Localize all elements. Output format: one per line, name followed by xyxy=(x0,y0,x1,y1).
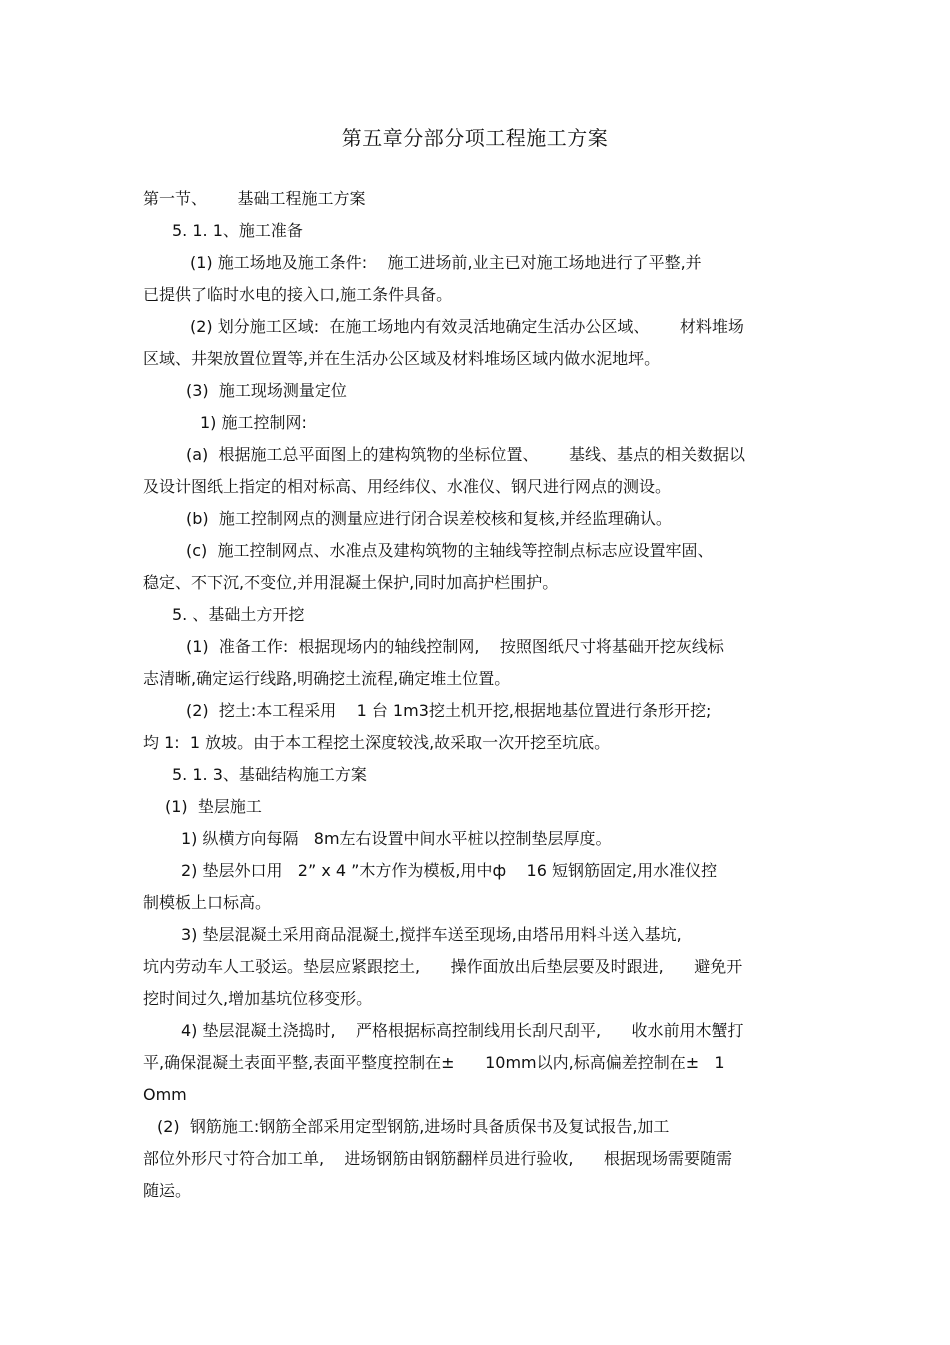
paragraph-line: 平,确保混凝土表面平整,表面平整度控制在± 10mm以内,标高偏差控制在± 1 xyxy=(143,1053,725,1072)
chapter-title: 第五章分部分项工程施工方案 xyxy=(341,126,609,150)
paragraph-line: (c) 施工控制网点、水准点及建构筑物的主轴线等控制点标志应设置牢固、 xyxy=(186,541,714,560)
subsection-heading: 5. 1. 1、施工准备 xyxy=(172,221,303,240)
paragraph-line: (2) 钢筋施工:钢筋全部采用定型钢筋,进场时具备质保书及复试报告,加工 xyxy=(157,1117,670,1136)
paragraph-line: 挖时间过久,增加基坑位移变形。 xyxy=(143,989,373,1008)
paragraph-line: (1) 垫层施工 xyxy=(165,797,262,816)
paragraph-line: 1) 纵横方向每隔 8m左右设置中间水平桩以控制垫层厚度。 xyxy=(181,829,612,848)
paragraph-line: 部位外形尺寸符合加工单, 进场钢筋由钢筋翻样员进行验收, 根据现场需要随需 xyxy=(143,1149,733,1168)
paragraph-line: Omm xyxy=(143,1085,187,1104)
paragraph-line: (2) 挖土:本工程采用 1 台 1m3挖土机开挖,根据地基位置进行条形开挖; xyxy=(186,701,712,720)
paragraph-line: 2) 垫层外口用 2” x 4 ”木方作为模板,用中ф 16 短钢筋固定,用水准仪控 xyxy=(181,861,718,880)
paragraph-line: 随运。 xyxy=(143,1181,192,1200)
paragraph-line: 稳定、不下沉,不变位,并用混凝土保护,同时加高护栏围护。 xyxy=(143,573,559,592)
paragraph-line: 3) 垫层混凝土采用商品混凝土,搅拌车送至现场,由塔吊用料斗送入基坑, xyxy=(181,925,682,944)
paragraph-line: (a) 根据施工总平面图上的建构筑物的坐标位置、 基线、基点的相关数据以 xyxy=(186,445,745,464)
paragraph-line: 1) 施工控制网: xyxy=(200,413,307,432)
paragraph-line: (1) 施工场地及施工条件: 施工进场前,业主已对施工场地进行了平整,并 xyxy=(190,253,702,272)
subsection-heading: 5. 1. 3、基础结构施工方案 xyxy=(172,765,367,784)
subsection-heading: 5. 、基础土方开挖 xyxy=(172,605,305,624)
paragraph-line: (2) 划分施工区域: 在施工场地内有效灵活地确定生活办公区域、 材料堆场 xyxy=(190,317,744,336)
paragraph-line: 及设计图纸上指定的相对标高、用经纬仪、水准仪、钢尺进行网点的测设。 xyxy=(143,477,672,496)
paragraph-line: 4) 垫层混凝土浇捣时, 严格根据标高控制线用长刮尺刮平, 收水前用木蟹打 xyxy=(181,1021,744,1040)
paragraph-line: 制模板上口标高。 xyxy=(143,893,272,912)
paragraph-line: (1) 准备工作: 根据现场内的轴线控制网, 按照图纸尺寸将基础开挖灰线标 xyxy=(186,637,724,656)
paragraph-line: 志清晰,确定运行线路,明确挖土流程,确定堆土位置。 xyxy=(143,669,511,688)
paragraph-line: (3) 施工现场测量定位 xyxy=(186,381,347,400)
paragraph-line: 均 1: 1 放坡。由于本工程挖土深度较浅,故采取一次开挖至坑底。 xyxy=(143,733,611,752)
paragraph-line: 区域、井架放置位置等,并在生活办公区域及材料堆场区域内做水泥地坪。 xyxy=(143,349,661,368)
paragraph-line: (b) 施工控制网点的测量应进行闭合误差校核和复核,并经监理确认。 xyxy=(186,509,672,528)
paragraph-line: 已提供了临时水电的接入口,施工条件具备。 xyxy=(143,285,453,304)
section-heading: 第一节、 基础工程施工方案 xyxy=(143,189,366,208)
paragraph-line: 坑内劳动车人工驳运。垫层应紧跟挖土, 操作面放出后垫层要及时跟进, 避免开 xyxy=(143,957,743,976)
